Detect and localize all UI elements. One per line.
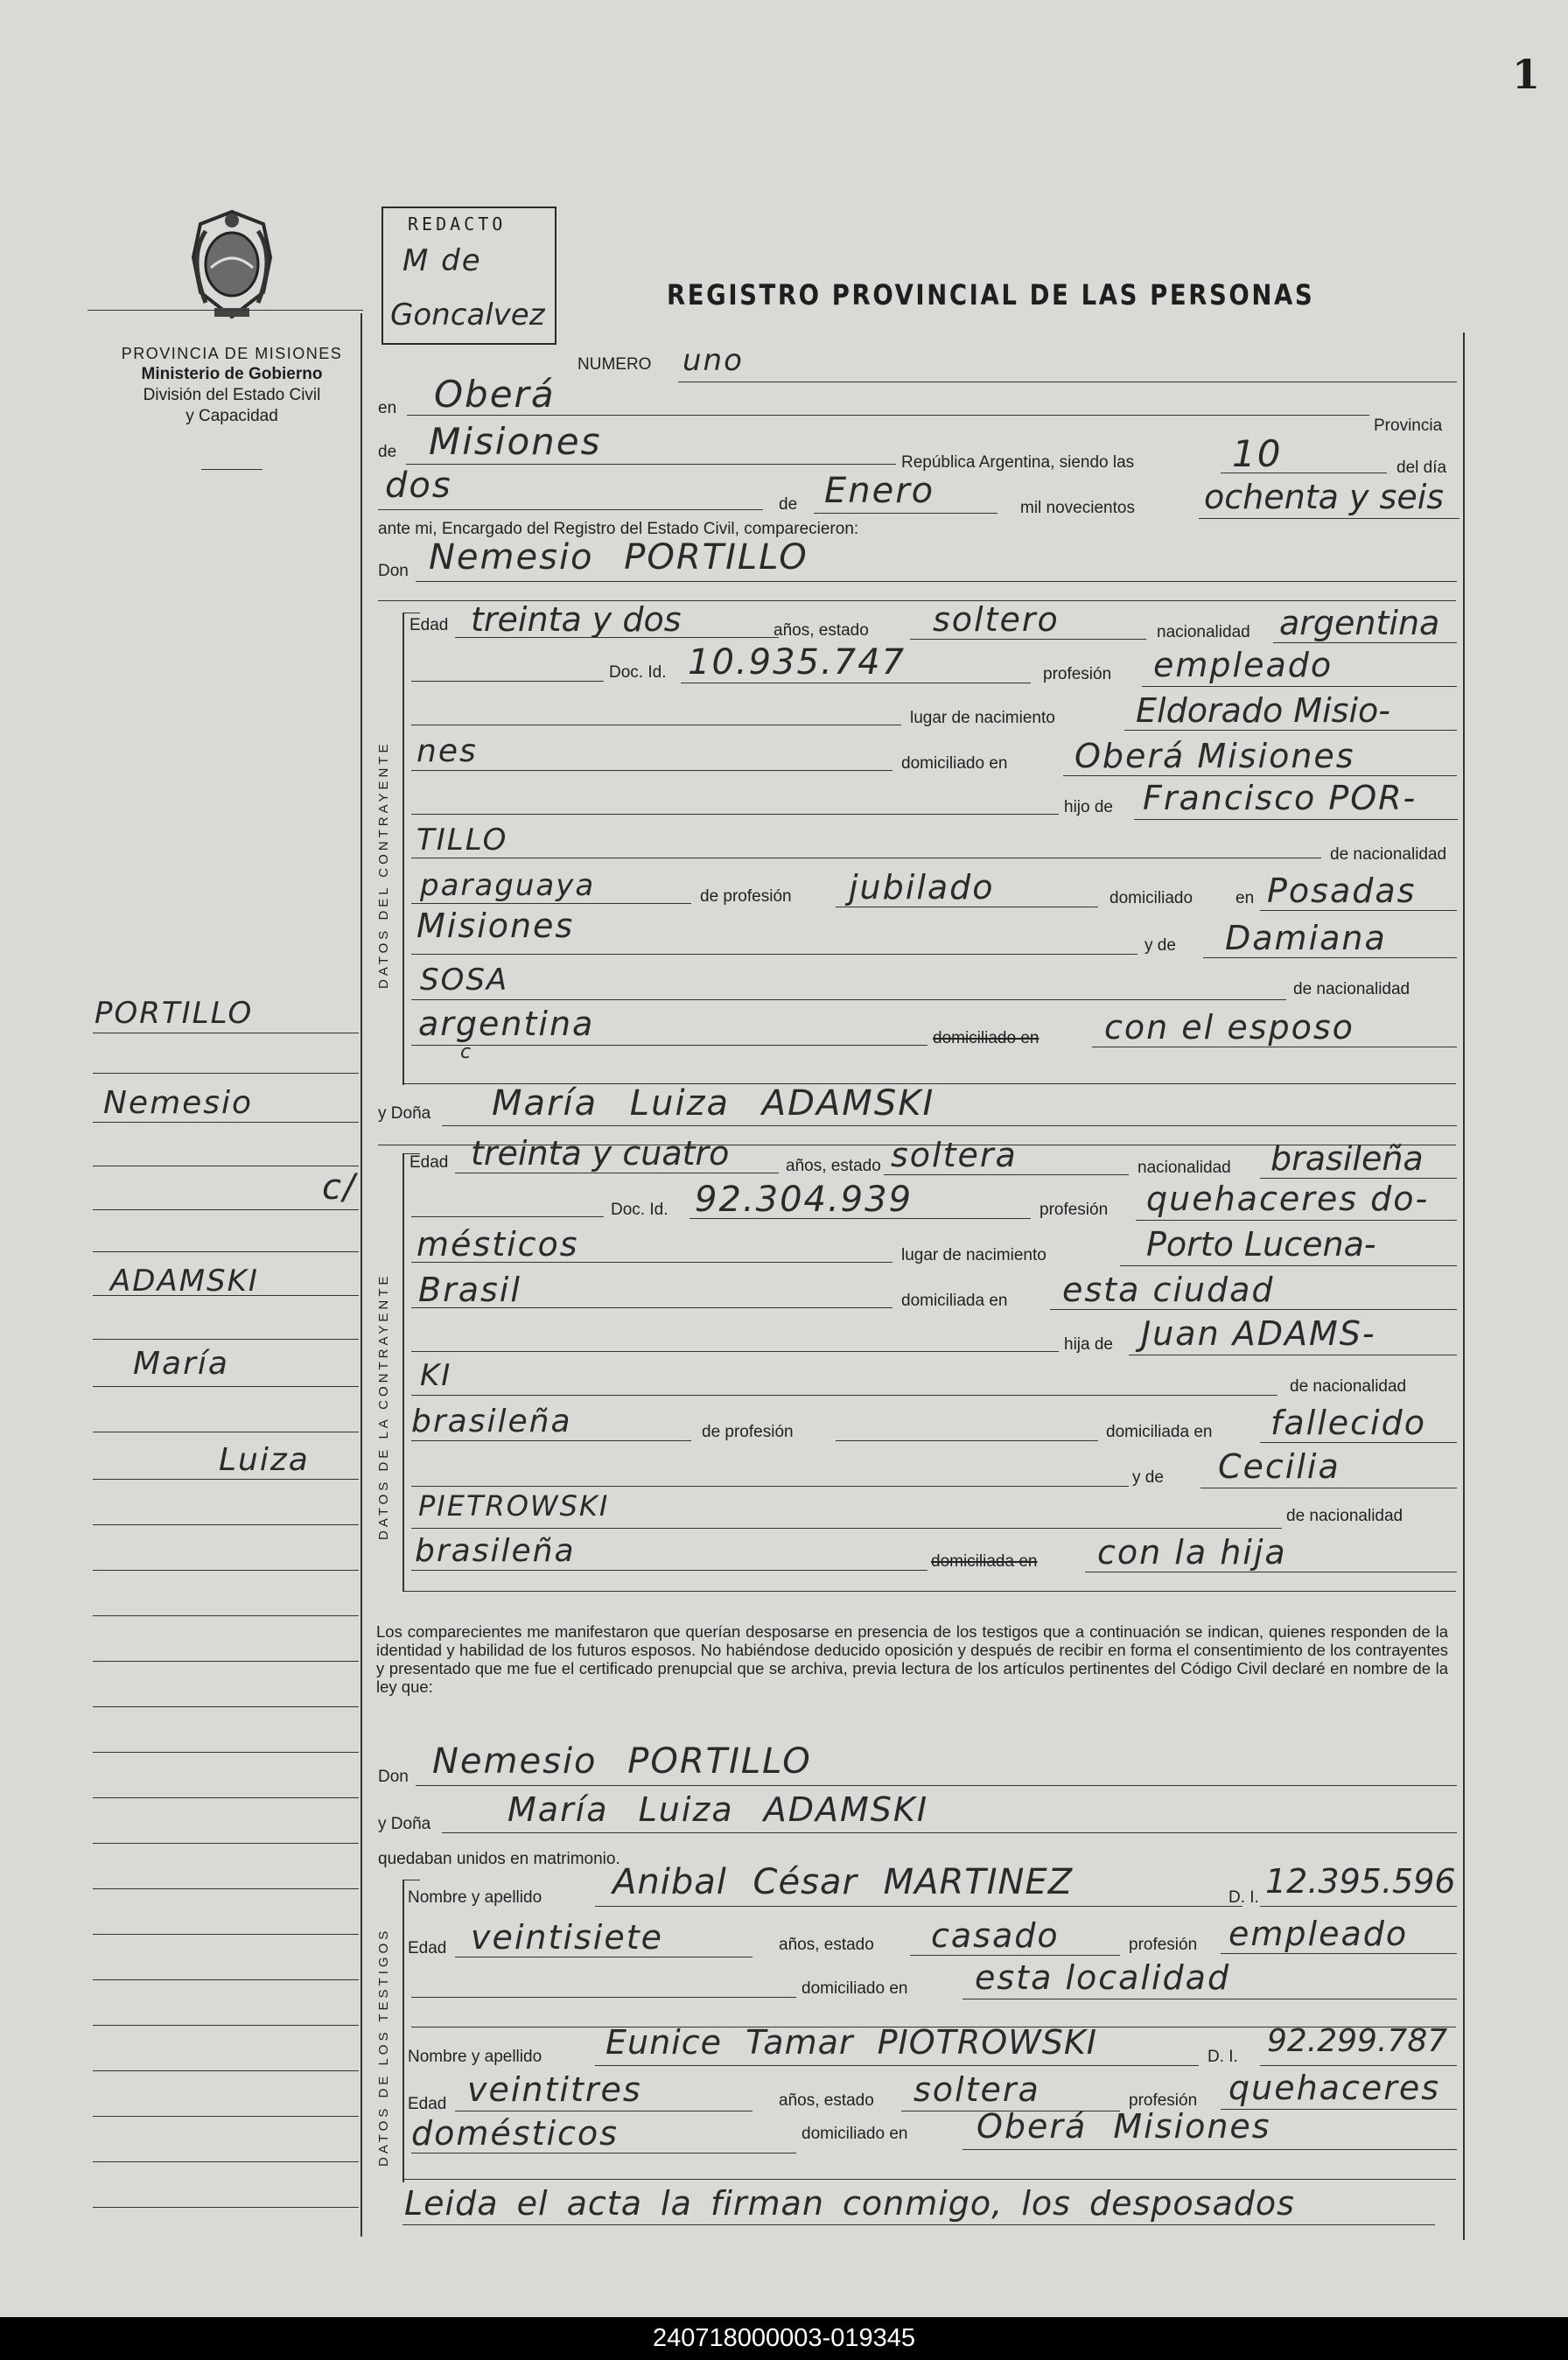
- org-line1: PROVINCIA DE MISIONES: [121, 345, 343, 362]
- label-hija-de: hija de: [1064, 1335, 1113, 1354]
- label-edad2: Edad: [410, 1153, 449, 1172]
- label-t1-di: D. I.: [1228, 1888, 1259, 1907]
- value-hora: 10: [1232, 432, 1283, 475]
- value-lugar2b: Brasil: [418, 1271, 522, 1309]
- value-edad2: treinta y cuatro: [471, 1134, 730, 1173]
- value-madre1a: Damiana: [1225, 919, 1387, 957]
- value-t2-prof-b: domésticos: [411, 2114, 619, 2153]
- side-label-testigos: DATOS DE LOS TESTIGOS: [376, 1927, 391, 2167]
- stamp-label: REDACTO: [408, 214, 507, 235]
- document-title: REGISTRO PROVINCIAL DE LAS PERSONAS: [667, 278, 1315, 312]
- value-t2-prof-a: quehaceres: [1228, 2069, 1441, 2107]
- label-t1-edad: Edad: [408, 1939, 447, 1957]
- value-lugar1a: Eldorado Misio-: [1136, 691, 1390, 730]
- value-padre1-dom-b: Misiones: [416, 907, 575, 945]
- label-t2-edad: Edad: [408, 2095, 447, 2113]
- value-doc2: 92.304.939: [695, 1180, 914, 1220]
- value-dom2: esta ciudad: [1062, 1271, 1275, 1309]
- label-doc2: Doc. Id.: [611, 1201, 668, 1219]
- value-t1-edad: veintisiete: [471, 1918, 663, 1957]
- closing-text: Leida el acta la firman conmigo, los desposados: [404, 2184, 1295, 2223]
- label-edad1: Edad: [410, 616, 449, 634]
- label-dom1: domiciliado en: [901, 754, 1008, 773]
- value-madre1b: SOSA: [420, 963, 509, 998]
- value-madre2b: PIETROWSKI: [418, 1489, 610, 1523]
- value-anio: ochenta y seis: [1204, 478, 1445, 516]
- value-padre1-dom-a: Posadas: [1267, 872, 1417, 910]
- label-t2-dom: domiciliado en: [802, 2125, 908, 2143]
- label-de-nac1: de nacionalidad: [1330, 845, 1447, 864]
- org-top-rule: [88, 310, 363, 311]
- value-t1-nombre: Anibal César MARTINEZ: [612, 1862, 1074, 1902]
- label-y-de1: y de: [1144, 936, 1176, 955]
- value-don2: Nemesio PORTILLO: [432, 1741, 812, 1782]
- value-nac2: brasileña: [1270, 1139, 1424, 1178]
- stamp-line2: Goncalvez: [390, 298, 545, 333]
- margin-name2b: Luiza: [219, 1442, 310, 1478]
- value-t1-prof: empleado: [1228, 1915, 1409, 1953]
- value-padre1-prof: jubilado: [849, 868, 995, 907]
- province-emblem-icon: [179, 205, 284, 327]
- label-lugar2: lugar de nacimiento: [901, 1246, 1046, 1264]
- label-anos-estado1: años, estado: [774, 621, 869, 640]
- label-y-de2: y de: [1132, 1468, 1164, 1487]
- label-don2: Don: [378, 1768, 409, 1786]
- margin-surname2: ADAMSKI: [110, 1264, 259, 1299]
- label-prof1: profesión: [1043, 665, 1112, 683]
- value-dom1: Oberá Misiones: [1074, 737, 1355, 775]
- value-madre1-dom: con el esposo: [1104, 1008, 1354, 1047]
- value-estado2: soltera: [891, 1136, 1018, 1174]
- value-padre1a: Francisco POR-: [1143, 779, 1418, 817]
- label-doc1: Doc. Id.: [609, 663, 667, 682]
- testigos-bracket: [402, 1880, 404, 2182]
- label-hijo-de: hijo de: [1064, 798, 1113, 816]
- margin-name2a: María: [133, 1346, 229, 1382]
- label-ante: ante mi, Encargado del Registro del Estado Civil, comparecieron:: [378, 520, 859, 538]
- label-de-nac2b: de nacionalidad: [1286, 1507, 1404, 1525]
- value-provincia: Misiones: [429, 420, 602, 463]
- contrayente-f-bracket: [402, 1153, 404, 1591]
- value-padre2-dom: fallecido: [1270, 1404, 1426, 1442]
- label-t2-di: D. I.: [1208, 2048, 1238, 2066]
- label-dom1b-struck: domiciliado en: [933, 1029, 1040, 1047]
- value-numero: uno: [682, 343, 744, 378]
- label-t1-nombre: Nombre y apellido: [408, 1888, 542, 1907]
- value-madre2a: Cecilia: [1218, 1447, 1340, 1486]
- label-de-nac1b: de nacionalidad: [1293, 980, 1410, 998]
- value-t1-di: 12.395.596: [1265, 1862, 1456, 1901]
- label-dom2c-struck: domiciliada en: [931, 1552, 1038, 1571]
- value-doc1: 10.935.747: [688, 642, 906, 683]
- value-t2-di: 92.299.787: [1267, 2023, 1448, 2059]
- label-prof2: profesión: [1040, 1201, 1109, 1219]
- side-label-contrayente: DATOS DEL CONTRAYENTE: [376, 740, 391, 989]
- value-don: Nemesio PORTILLO: [429, 537, 808, 578]
- declaration-paragraph: Los comparecientes me manifestaron que querían desposarse en presencia de los testigos que a continuación se indican, quienes responden de la identidad y habilidad de los futuros esposos. No habiéndose deducido oposición y después de recibir en forma el consentimiento de los contrayentes y presentado que me fue el certificado prenupcial que se archiva, previa lectura de los artículos pertinentes del Código Civil declaré en nombre de la ley que:: [376, 1622, 1448, 1696]
- value-padre2a: Juan ADAMS-: [1141, 1314, 1376, 1353]
- value-padre1b: TILLO: [416, 823, 508, 858]
- value-t2-dom: Oberá Misiones: [976, 2107, 1271, 2146]
- label-t1-estado: años, estado: [779, 1936, 874, 1954]
- value-t2-edad: veintitres: [467, 2070, 642, 2109]
- label-lugar1: lugar de nacimiento: [910, 709, 1055, 727]
- contrayente-bracket: [402, 613, 404, 1085]
- label-de2: de: [779, 495, 798, 514]
- value-dona2: María Luiza ADAMSKI: [508, 1790, 929, 1829]
- value-madre2-nac: brasileña: [415, 1533, 576, 1569]
- value-prof2a: quehaceres do-: [1146, 1180, 1430, 1218]
- margin-surname1: PORTILLO: [94, 996, 254, 1031]
- value-edad1: treinta y dos: [471, 600, 682, 639]
- label-t2-estado: años, estado: [779, 2091, 874, 2110]
- value-lugar2a: Porto Lucena-: [1146, 1225, 1376, 1264]
- label-t2-prof: profesión: [1129, 2091, 1198, 2110]
- footer-id: 240718000003-019345: [0, 2317, 1568, 2360]
- label-y-dona2: y Doña: [378, 1815, 431, 1833]
- value-t1-dom: esta localidad: [975, 1958, 1231, 1997]
- org-block: [96, 343, 368, 427]
- value-dona: María Luiza ADAMSKI: [492, 1083, 935, 1124]
- label-domiciliado1: domiciliado: [1110, 889, 1194, 907]
- value-prof2b: mésticos: [416, 1225, 579, 1264]
- side-label-contrayente-f: DATOS DE LA CONTRAYENTE: [376, 1272, 391, 1540]
- label-dom2: domiciliada en: [901, 1292, 1008, 1310]
- value-mes: Enero: [824, 471, 935, 511]
- right-margin-line: [1463, 333, 1465, 2240]
- label-provincia: Provincia: [1374, 417, 1443, 435]
- label-t2-nombre: Nombre y apellido: [408, 2048, 542, 2066]
- value-prof1: empleado: [1153, 646, 1334, 684]
- label-en1: en: [1236, 889, 1255, 907]
- org-line2: Ministerio de Gobierno: [141, 365, 323, 383]
- label-numero: NUMERO: [578, 355, 652, 374]
- label-quedaban: quedaban unidos en matrimonio.: [378, 1850, 620, 1868]
- label-de-nac2: de nacionalidad: [1290, 1377, 1407, 1396]
- org-underline: [201, 469, 262, 470]
- label-nac2: nacionalidad: [1138, 1159, 1231, 1177]
- org-line4: y Capacidad: [186, 407, 278, 425]
- margin-conj: c/: [322, 1167, 357, 1208]
- label-del-dia: del día: [1396, 459, 1447, 477]
- page-number: 1: [1512, 51, 1541, 98]
- value-lugar1b: nes: [416, 733, 478, 769]
- stamp-line1: M de: [402, 243, 482, 278]
- label-dom2b: domiciliada en: [1106, 1423, 1213, 1441]
- value-padre2-nac: brasileña: [411, 1404, 572, 1439]
- left-margin-line: [360, 313, 362, 2237]
- value-madre2-dom: con la hija: [1097, 1533, 1287, 1572]
- value-t1-estado: casado: [931, 1916, 1060, 1955]
- label-republica: República Argentina, siendo las: [901, 453, 1135, 472]
- label-en: en: [378, 399, 397, 417]
- value-estado1: soltero: [933, 600, 1060, 639]
- value-ciudad: Oberá: [434, 373, 556, 416]
- value-padre2b: KI: [420, 1358, 452, 1393]
- value-nac1: argentina: [1279, 604, 1440, 642]
- value-madre1-nac: argentina: [418, 1005, 595, 1043]
- label-t1-prof: profesión: [1129, 1936, 1198, 1954]
- value-dia: dos: [385, 466, 452, 506]
- label-t1-dom: domiciliado en: [802, 1979, 908, 1998]
- label-anos-estado2: años, estado: [786, 1157, 881, 1175]
- label-nac1: nacionalidad: [1157, 623, 1250, 641]
- label-de-prof1: de profesión: [700, 887, 792, 906]
- value-t2-estado: soltera: [914, 2070, 1040, 2109]
- label-de: de: [378, 443, 397, 461]
- value-padre1-nac: paraguaya: [420, 868, 596, 903]
- label-de-prof2: de profesión: [702, 1423, 794, 1441]
- label-don: Don: [378, 562, 409, 580]
- value-madre1-mark: c: [460, 1041, 472, 1063]
- label-y-dona: y Doña: [378, 1104, 431, 1123]
- margin-name1: Nemesio: [103, 1085, 254, 1121]
- value-t2-nombre: Eunice Tamar PIOTROWSKI: [606, 2023, 1097, 2062]
- org-line3: División del Estado Civil: [143, 386, 321, 404]
- label-mil: mil novecientos: [1020, 499, 1135, 517]
